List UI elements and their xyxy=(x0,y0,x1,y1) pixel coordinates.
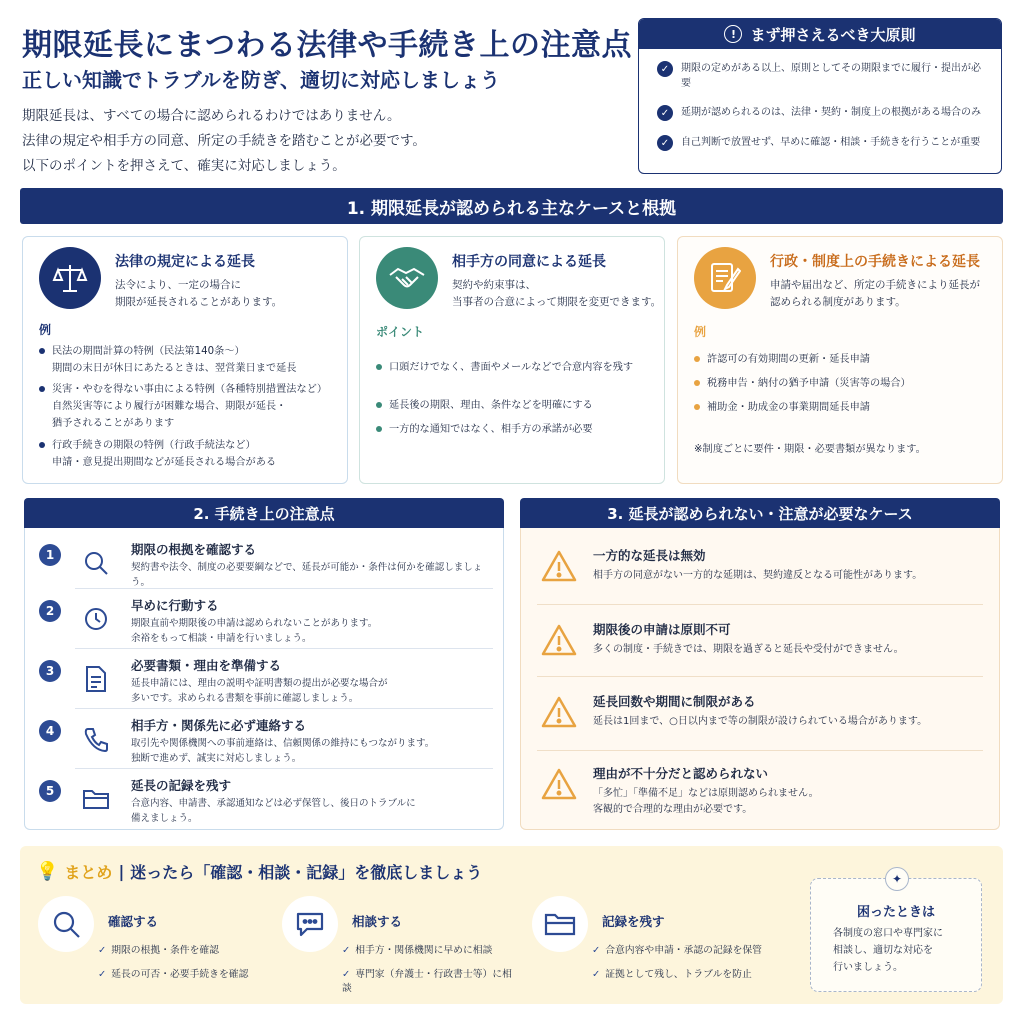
point-label: ポイント xyxy=(376,325,425,339)
step-item: 2 早めに行動する 期限直前や期限後の申請は認められないことがあります。 余裕をもって相談・申請を行いましょう。 xyxy=(25,596,491,652)
card-procedure-extension: 行政・制度上の手続きによる延長 申請や届出など、所定の手続きにより延長が 認められる制度があります。 例 許認可の有効期間の更新・延長申請 税務申告・納付の猶予申請（災害等の場合） 補助金・助成金の事業期間延長申請 ※制度ごとに要件・期限・必要書類が異なります。 xyxy=(677,236,1003,484)
clock-icon xyxy=(81,604,111,634)
principle-item: ✓ 延期が認められるのは、法律・契約・制度上の根拠がある場合のみ xyxy=(639,105,1001,121)
section3-header: 3. 延長が認められない・注意が必要なケース xyxy=(520,498,1000,528)
warning-icon xyxy=(541,622,577,658)
summary-record: 記録を残す ✓ 合意内容や申請・承認の記録を保管 ✓ 証拠として残し、トラブルを防止 xyxy=(514,896,764,996)
section3-box xyxy=(520,528,1000,830)
section2-header: 2. 手続き上の注意点 xyxy=(24,498,504,528)
list-item: 行政手続きの期限の特例（行政手続法など） 申請・意見提出期間などが延長される場合がある xyxy=(39,437,337,471)
card-legal-extension: 法律の規定による延長 法令により、一定の場合に 期限が延長されることがあります。 例 民法の期間計算の特例（民法第140条～） 期間の末日が休日にあたるときは、翌営業日まで延長 災害・やむを得ない事由による特例（各種特別措置法など） 自然災害等により履行が困難な場合、期限が延長・ 猶予されることがあります 行政手続きの期限の特例（行政手続法など） 申請・意見提出期間などが延長される場合がある xyxy=(22,236,348,484)
step-item: 4 相手方・関係先に必ず連絡する 取引先や関係機関への事前連絡は、信頼関係の維持にもつながります。 独断で進めず、誠実に対応しましょう。 xyxy=(25,716,491,772)
warning-icon xyxy=(541,548,577,584)
step-item: 3 必要書類・理由を準備する 延長申請には、理由の説明や証明書類の提出が必要な場合が 多いです。求められる書類を事前に確認しましょう。 xyxy=(25,656,491,712)
list-item: 補助金・助成金の事業期間延長申請 xyxy=(694,399,992,416)
scales-icon xyxy=(39,247,101,309)
warning-item: 期限後の申請は原則不可 多くの制度・手続きでは、期限を過ぎると延長や受付ができません。 xyxy=(521,610,997,682)
search-icon xyxy=(38,896,94,952)
list-item: 許認可の有効期間の更新・延長申請 xyxy=(694,351,992,368)
warning-icon xyxy=(541,766,577,802)
folder-icon xyxy=(81,784,111,814)
document-icon xyxy=(81,664,111,694)
list-item: 口頭だけでなく、書面やメールなどで合意内容を残す xyxy=(376,359,654,376)
section2-box xyxy=(24,528,504,830)
check-icon: ✓ xyxy=(657,61,673,77)
summary-consult: 相談する ✓ 相手方・関係機関に早めに相談 ✓ 専門家（弁護士・行政書士等）に相談 xyxy=(264,896,514,996)
chat-icon xyxy=(282,896,338,952)
principles-header: ! まず押さえるべき大原則 xyxy=(639,19,1001,49)
page-title: 期限延長にまつわる法律や手続き上の注意点 xyxy=(22,28,632,63)
info-icon: ! xyxy=(724,25,742,43)
principle-item: ✓ 期限の定めがある以上、原則としてその期限までに履行・提出が必要 xyxy=(639,61,1001,91)
summary-heading: 💡 まとめ | 迷ったら「確認・相談・記録」を徹底しましょう xyxy=(36,861,483,882)
example-label: 例 xyxy=(39,323,52,337)
example-label: 例 xyxy=(694,325,707,339)
folder-icon xyxy=(532,896,588,952)
document-pen-icon xyxy=(694,247,756,309)
list-item: 一方的な通知ではなく、相手方の承諾が必要 xyxy=(376,421,654,438)
summary-confirm: 確認する ✓ 期限の根拠・条件を確認 ✓ 延長の可否・必要手続きを確認 xyxy=(20,896,270,996)
warning-item: 一方的な延長は無効 相手方の同意がない一方的な延期は、契約違反となる可能性があります。 xyxy=(521,536,997,608)
step-item: 5 延長の記録を残す 合意内容、申請書、承認通知などは必ず保管し、後日のトラブルに 備えましょう。 xyxy=(25,776,491,832)
card-consent-extension: 相手方の同意による延長 契約や約束事は、 当事者の合意によって期限を変更できます。 ポイント 口頭だけでなく、書面やメールなどで合意内容を残す 延長後の期限、理由、条件などを明確にする 一方的な通知ではなく、相手方の承諾が必要 xyxy=(359,236,665,484)
warning-item: 理由が不十分だと認められない 「多忙」「準備不足」などは原則認められません。 客観的で合理的な理由が必要です。 xyxy=(521,754,997,826)
check-icon: ✓ xyxy=(657,105,673,121)
phone-icon xyxy=(81,724,111,754)
list-item: 延長後の期限、理由、条件などを明確にする xyxy=(376,397,654,414)
compass-icon: ✦ xyxy=(885,867,909,891)
summary-panel xyxy=(20,846,1003,1004)
warning-item: 延長回数や期間に制限がある 延長は1回まで、○日以内まで等の制限が設けられている場合があります。 xyxy=(521,682,997,754)
section1-banner: 1. 期限延長が認められる主なケースと根拠 xyxy=(20,188,1003,224)
list-item: 災害・やむを得ない事由による特例（各種特別措置法など） 自然災害等により履行が困難な場合、期限が延長・ 猶予されることがあります xyxy=(39,381,337,432)
step-item: 1 期限の根拠を確認する 契約書や法令、制度の必要要綱などで、延長が可能か・条件は何かを確認しましょう。 xyxy=(25,540,491,596)
check-icon: ✓ xyxy=(657,135,673,151)
note-text: ※制度ごとに要件・期限・必要書類が異なります。 xyxy=(694,444,926,455)
list-item: 民法の期間計算の特例（民法第140条～） 期間の末日が休日にあたるときは、翌営業日まで延長 xyxy=(39,343,337,377)
principles-box xyxy=(638,18,1002,174)
principle-item: ✓ 自己判断で放置せず、早めに確認・相談・手続きを行うことが重要 xyxy=(639,135,1001,151)
warning-icon xyxy=(541,694,577,730)
list-item: 税務申告・納付の猶予申請（災害等の場合） xyxy=(694,375,992,392)
search-icon xyxy=(81,548,111,578)
lightbulb-icon: 💡 xyxy=(36,861,59,882)
handshake-icon xyxy=(376,247,438,309)
page-subtitle: 正しい知識でトラブルを防ぎ、適切に対応しましょう xyxy=(22,68,500,92)
intro-text: 期限延長は、すべての場合に認められるわけではありません。 法律の規定や相手方の同意、所定の手続きを踏むことが必要です。 以下のポイントを押さえて、確実に対応しましょう。 xyxy=(22,108,426,174)
help-box: ✦ 困ったときは 各制度の窓口や専門家に 相談し、適切な対応を 行いましょう。 xyxy=(810,878,982,992)
